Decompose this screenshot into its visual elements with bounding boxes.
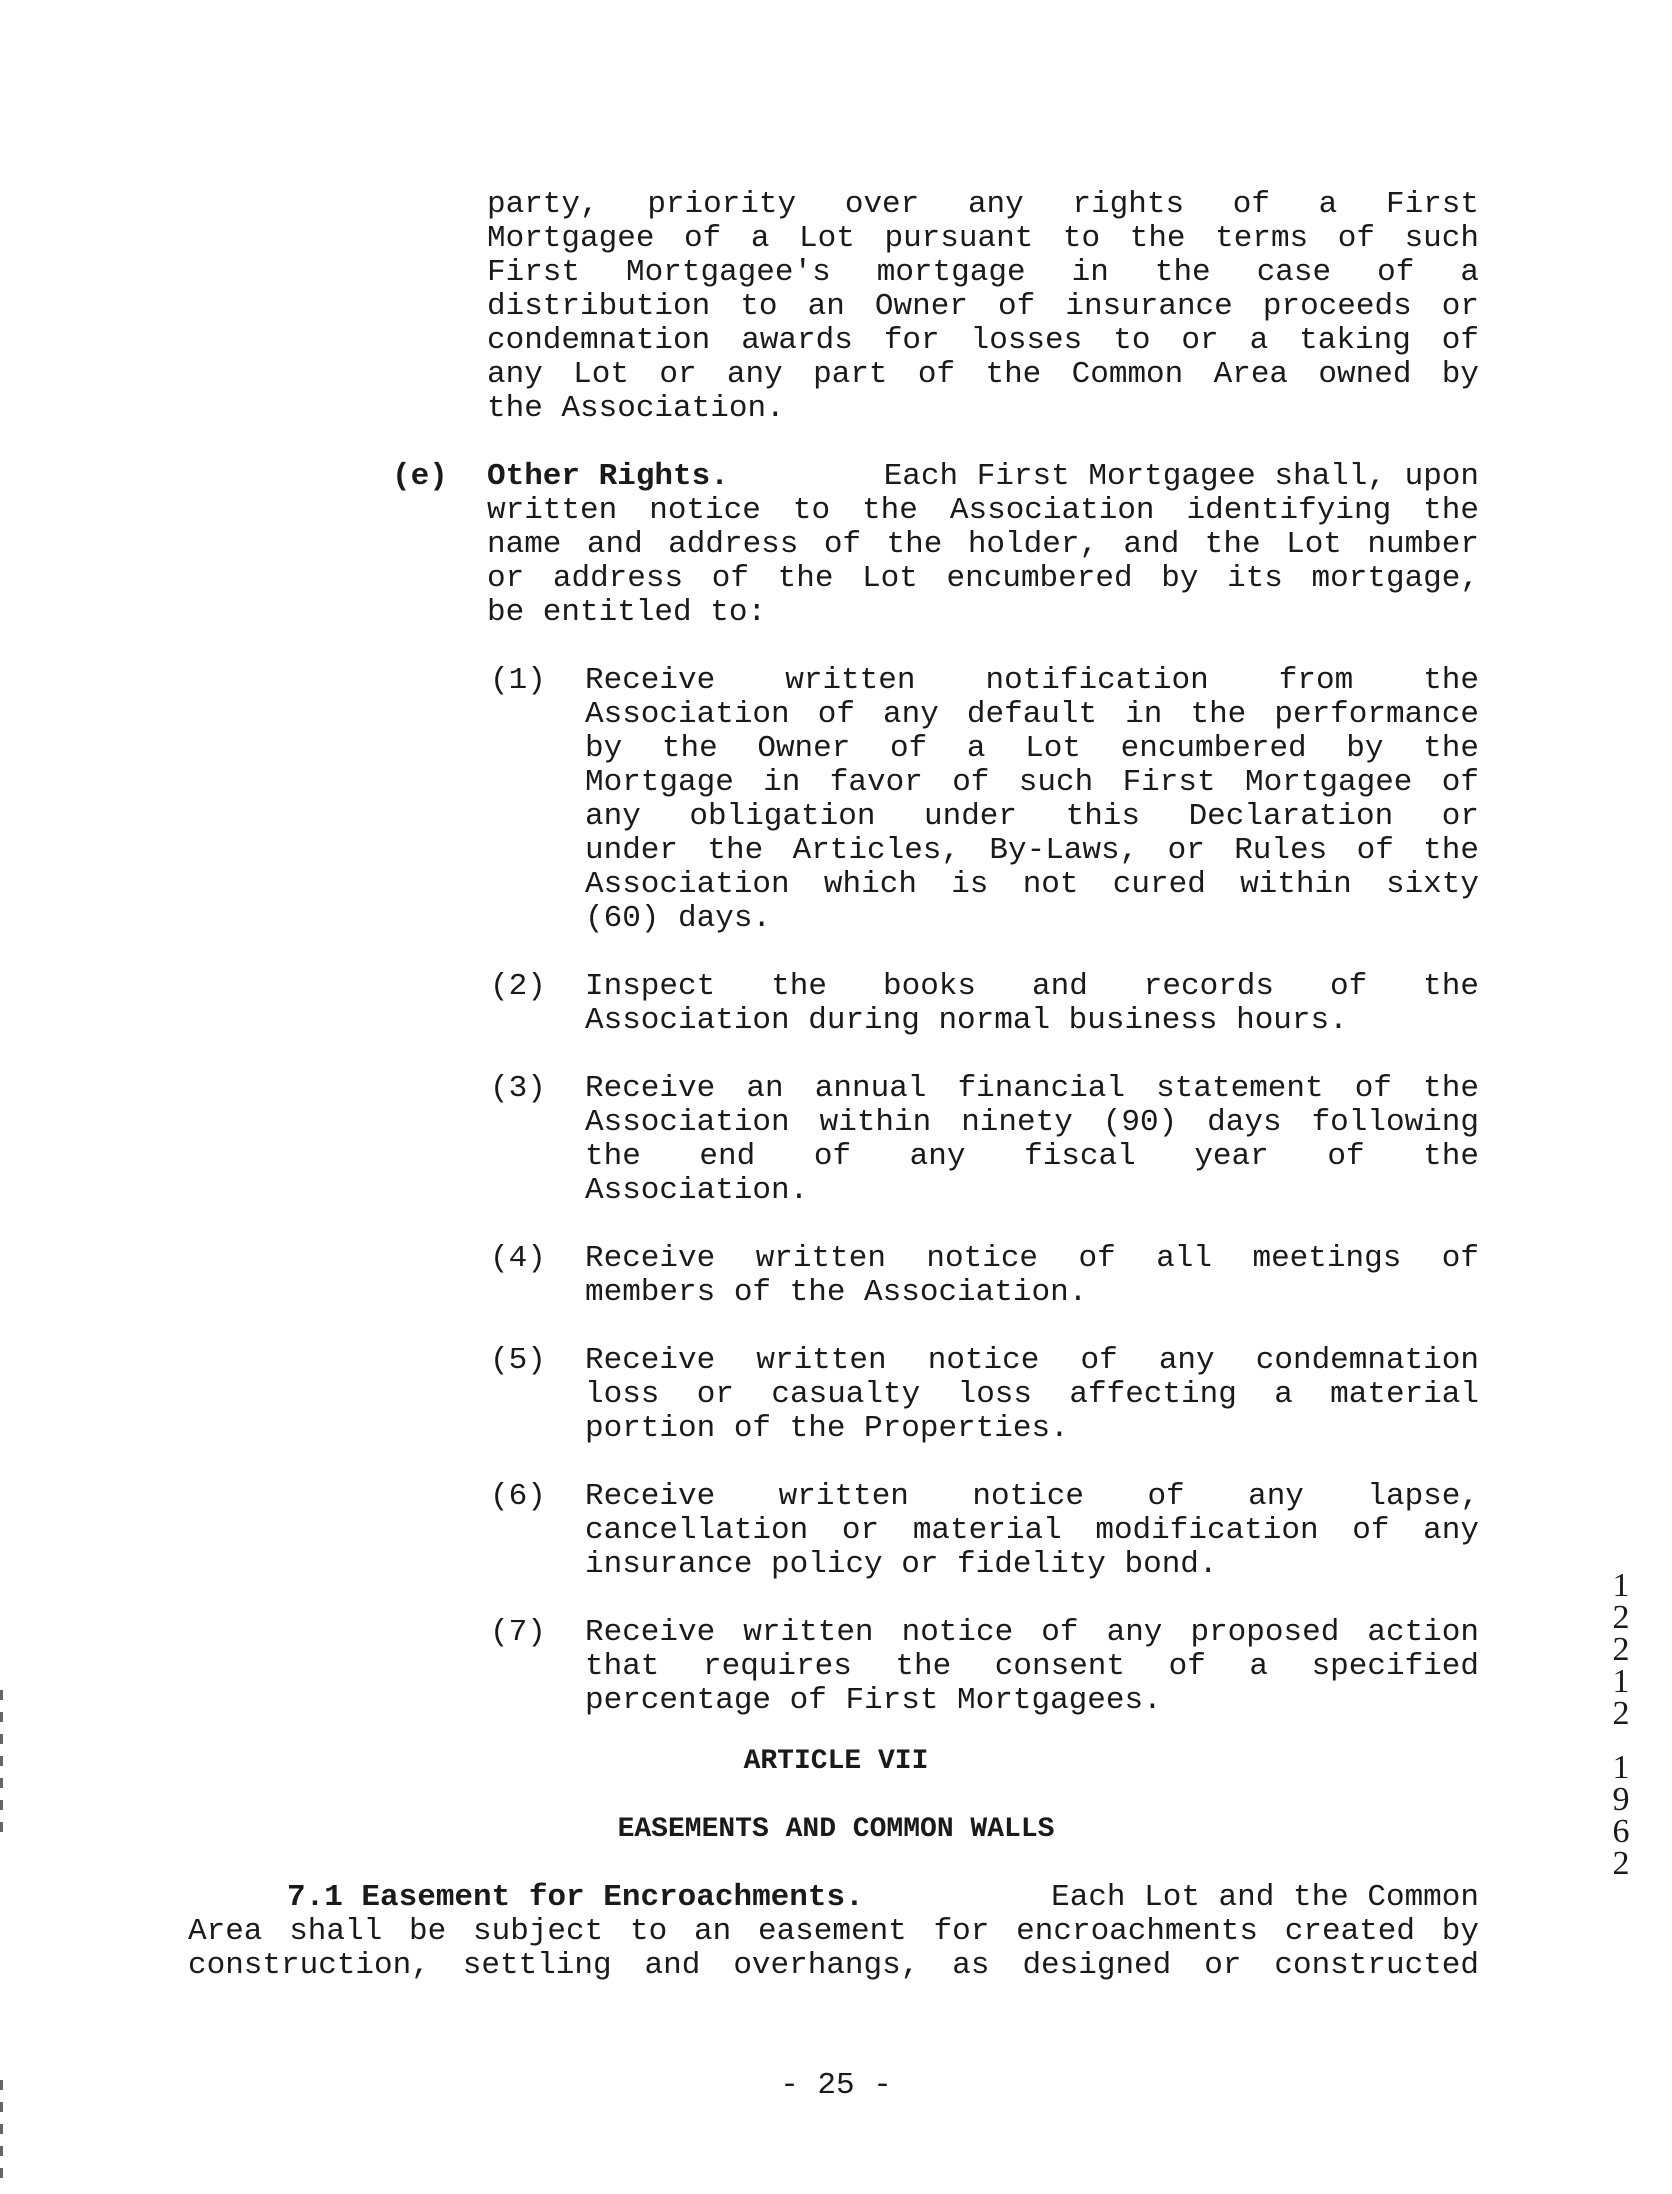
margin-digit: 1 [1612, 1749, 1630, 1786]
text-line: that requires the consent of a specified [585, 1649, 1479, 1684]
text-line: by the Owner of a Lot encumbered by the [585, 731, 1479, 766]
text-line: Association within ninety (90) days following [585, 1105, 1479, 1140]
text-line: Receive written notice of any lapse, [585, 1479, 1479, 1514]
text-line: loss or casualty loss affecting a material [585, 1377, 1479, 1412]
margin-digit: 9 [1612, 1781, 1630, 1818]
text-line: distribution to an Owner of insurance proceeds or [487, 289, 1479, 324]
text-line: condemnation awards for losses to or a taking of [487, 323, 1479, 358]
continuation-paragraph [487, 188, 1479, 426]
item-number: (7) [490, 1615, 546, 1650]
item-3 [585, 1072, 1479, 1208]
article-title: ARTICLE VII [743, 1746, 929, 1777]
item-5 [585, 1344, 1479, 1446]
margin-digit: 2 [1612, 1845, 1630, 1882]
item-number: (4) [490, 1241, 546, 1276]
scan-edge-mark [0, 2080, 3, 2180]
text-line: the end of any fiscal year of the [585, 1139, 1479, 1174]
item-number: (6) [490, 1479, 546, 1514]
item-7 [585, 1616, 1479, 1718]
item-6 [585, 1480, 1479, 1582]
margin-digit: 2 [1612, 1695, 1630, 1732]
text-line: Association. [585, 1173, 809, 1208]
text-line: Mortgagee of a Lot pursuant to the terms of such [487, 221, 1479, 256]
text-line: members of the Association. [585, 1275, 1088, 1310]
scan-edge-mark [0, 1690, 3, 1840]
text-line: construction, settling and overhangs, as designed or constructed [188, 1948, 1479, 1983]
text-line: party, priority over any rights of a First [487, 187, 1479, 222]
section-e-heading: Other Rights. [487, 459, 729, 494]
text-line: name and address of the holder, and the Lot number [487, 527, 1479, 562]
item-4 [585, 1242, 1479, 1310]
margin-digit: 1 [1612, 1663, 1630, 1700]
page-number: - 25 - [780, 2068, 892, 2103]
section-7-1-paragraph [188, 1881, 1479, 1983]
text-line: Association during normal business hours. [585, 1003, 1348, 1038]
text-line: written notice to the Association identifying the [487, 493, 1479, 528]
margin-digit: 1 [1612, 1567, 1630, 1604]
text-line: Association of any default in the performance [585, 697, 1479, 732]
section-e-label: (e) [392, 459, 448, 494]
text-line: under the Articles, By-Laws, or Rules of the [585, 833, 1479, 868]
text-line: or address of the Lot encumbered by its mortgage, [487, 561, 1479, 596]
text-line: cancellation or material modification of any [585, 1513, 1479, 1548]
text-line: Receive written notice of any proposed action [585, 1615, 1479, 1650]
margin-digit: 6 [1612, 1813, 1630, 1850]
item-number: (3) [490, 1071, 546, 1106]
text-line: portion of the Properties. [585, 1411, 1069, 1446]
section-7-1-first-line [188, 1881, 1479, 1915]
text-line: the Association. [487, 391, 785, 426]
item-2 [585, 970, 1479, 1038]
text-line: percentage of First Mortgagees. [585, 1683, 1162, 1718]
section-e-paragraph [487, 460, 1479, 630]
item-number: (2) [490, 969, 546, 1004]
item-number: (1) [490, 663, 546, 698]
text-line: be entitled to: [487, 595, 767, 630]
section-e-first-line [487, 460, 1479, 494]
item-number: (5) [490, 1343, 546, 1378]
section-7-1-first-line-rest: Each Lot and the Common [1051, 1880, 1479, 1915]
article-subtitle: EASEMENTS AND COMMON WALLS [617, 1814, 1055, 1845]
text-line: First Mortgagee's mortgage in the case of a [487, 255, 1479, 290]
margin-digit: 2 [1612, 1631, 1630, 1668]
text-line: Receive written notice of all meetings of [585, 1241, 1479, 1276]
text-line: Receive written notice of any condemnation [585, 1343, 1479, 1378]
text-line: Mortgage in favor of such First Mortgagee of [585, 765, 1479, 800]
text-line: any obligation under this Declaration or [585, 799, 1479, 834]
text-line: Area shall be subject to an easement for encroachments created by [188, 1914, 1479, 1949]
text-line: (60) days. [585, 901, 772, 936]
text-line: Inspect the books and records of the [585, 969, 1479, 1004]
section-e-first-line-rest: Each First Mortgagee shall, upon [883, 459, 1479, 494]
item-1 [585, 664, 1479, 936]
margin-recording-number [1606, 1567, 1636, 1882]
text-line: insurance policy or fidelity bond. [585, 1547, 1218, 1582]
margin-digit: 2 [1612, 1599, 1630, 1636]
text-line: any Lot or any part of the Common Area owned by [487, 357, 1479, 392]
text-line: Receive written notification from the [585, 663, 1479, 698]
section-7-1-heading: 7.1 Easement for Encroachments. [287, 1880, 864, 1915]
text-line: Association which is not cured within sixty [585, 867, 1479, 902]
text-line: Receive an annual financial statement of the [585, 1071, 1479, 1106]
